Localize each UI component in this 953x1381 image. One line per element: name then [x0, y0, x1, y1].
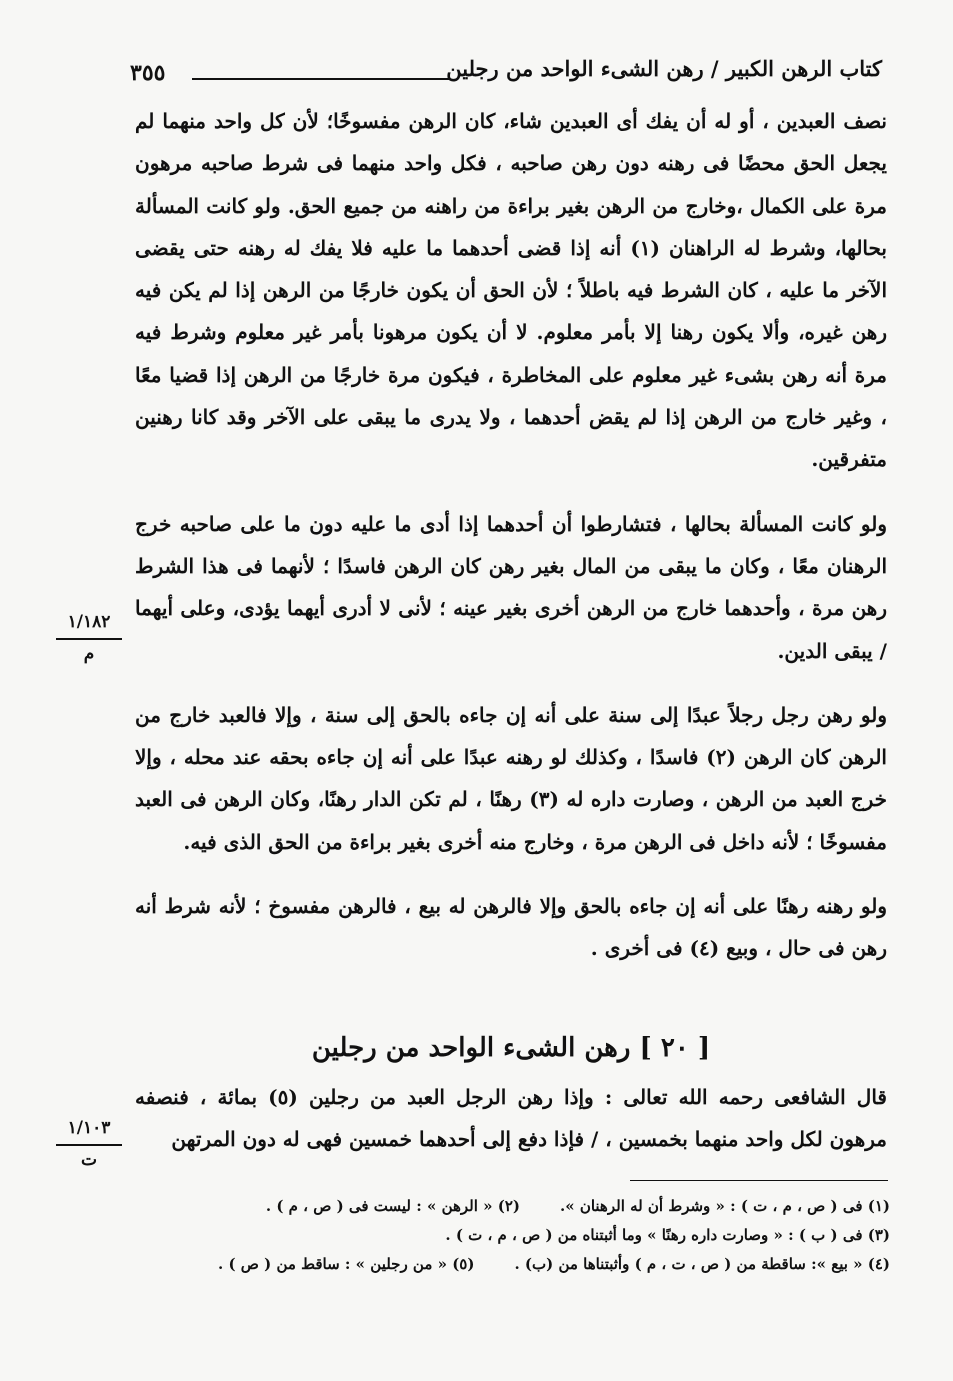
paragraph: نصف العبدين ، أو له أن يفك أى العبدين شاء، كان الرهن مفسوخًا؛ لأن كل واحد منهما لم يجعل الحق محضًا فى رهنه دون رهن صاحبه ، فكل واحد منهما فى شرط صاحبه مرهون مرة على الكمال ،وخارج من الرهن بغير براءة من راهنه من جميع الحق. ولو كانت المسألة بحالها، وشرط له الراهنان (١) أنه إذا قضى أحدهما ما عليه فلا يفك له رهنه حتى يقضى الآخر ما عليه ، كان الشرط فيه باطلاً ؛ لأن الحق أن يكون خارجًا من الرهن إذا لم يكن فيه رهن غيره، وألا يكون رهنا إلا بأمر معلوم. لا أن يكون مرهونا بأمر غير معلوم وشرط فيه مرة أنه رهن بشىء غير معلوم على المخاطرة ، فيكون مرة خارجًا من الرهن إذا قضيا معًا ، وغير خارج من الرهن إذا لم يقض أحدهما ، ولا يدرى ما يبقى على الآخر وقد كانا رهنين متفرقين.	[135, 109, 887, 472]
main-text	[135, 100, 887, 1160]
paragraph: ولو رهنه رهنًا على أنه إن جاءه بالحق وإلا فالرهن له بيع ، فالرهن مفسوخ ؛ لأنه شرط أنه رهن فى حال ، وبيع (٤) فى أخرى .	[135, 894, 887, 961]
footnote-line	[150, 1221, 890, 1250]
footnote: (٣) فى ( ب ) : « وصارت داره رهنًا » وما أثبتناه من ( ص ، م ، ت ) .	[445, 1226, 890, 1244]
header-rule	[192, 78, 450, 80]
paragraph: ولو رهن رجل رجلاً عبدًا إلى سنة على أنه إن جاءه بالحق إلى سنة ، وإلا فالعبد خارج من الرهن كان الرهن (٢) فاسدًا ، وكذلك لو رهنه عبدًا على أنه إن جاءه بحقه عند محله ، وإلا خرج العبد من الرهن ، وصارت داره له (٣) رهنًا ، لم تكن الدار رهنًا، وكان الرهن فى العبد مفسوخًا ؛ لأنه داخل فى الرهن مرة ، وخارج منه أخرى بغير براءة من الحق الذى فيه.	[135, 702, 887, 854]
margin-note-folio: ١/١٨٢	[56, 612, 122, 640]
header-title: كتاب الرهن الكبير / رهن الشىء الواحد من رجلين	[446, 56, 882, 81]
footnote-line	[150, 1250, 890, 1279]
footnote-rule	[630, 1180, 888, 1181]
footnote: (١) فى ( ص ، م ، ت ) : « وشرط أن له الرهنان ».	[560, 1197, 890, 1215]
section-heading: [ ٢٠ ] رهن الشىء الواحد من رجلين	[311, 1032, 711, 1063]
margin-note-siglum: م	[83, 644, 95, 664]
footnote-line	[150, 1192, 890, 1221]
margin-note-siglum: ت	[80, 1150, 97, 1170]
paragraph: قال الشافعى رحمه الله تعالى : وإذا رهن الرجل العبد من رجلين (٥) بمائة ، فنصفه مرهون لكل واحد منهما بخمسين ، / فإذا دفع إلى أحدهما خمسين فهى له دون المرتهن	[135, 1084, 887, 1151]
running-header	[130, 52, 882, 92]
margin-note-folio: ١/١٠٣	[56, 1118, 122, 1146]
margin-note	[56, 1118, 122, 1170]
footnotes	[150, 1192, 890, 1279]
footnote: (٢) « الرهن » : ليست فى ( ص ، م ) .	[265, 1197, 520, 1215]
page-number: ٣٥٥	[130, 60, 166, 86]
paragraph: ولو كانت المسألة بحالها ، فتشارطوا أن أحدهما إذا أدى ما عليه دون ما على صاحبه خرج الرهنان معًا ، وكان ما يبقى من المال بغير رهن كان الرهن فاسدًا ؛ لأنهما فى هذا الشرط رهن مرة ، وأحدهما خارج من الرهن أخرى بغير عينه ؛ لأنى لا أدرى أيهما يؤدى، وعلى أيهما / يبقى الدين.	[135, 511, 887, 663]
margin-note	[56, 612, 122, 664]
footnote: (٤) « بيع »: ساقطة من ( ص ، ت ، م ) وأثبتناها من (ب) .	[514, 1255, 890, 1273]
footnote: (٥) « من رجلين » : ساقط من ( ص ) .	[218, 1255, 475, 1273]
